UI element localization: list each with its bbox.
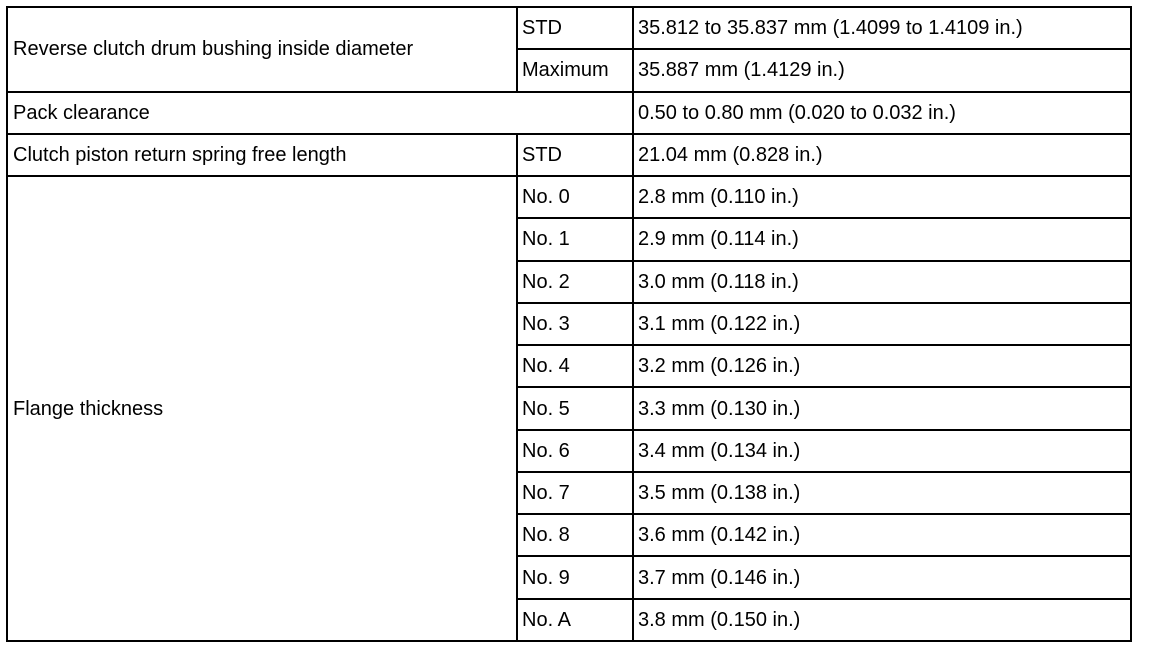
table-row [7,7,1131,49]
spec-value: 35.812 to 35.837 mm (1.4099 to 1.4109 in.) [633,7,1131,49]
sub-label: STD [517,134,633,176]
spec-value: 3.4 mm (0.134 in.) [633,430,1131,472]
spec-value: 2.8 mm (0.110 in.) [633,176,1131,218]
table-row [7,92,1131,134]
sub-label: STD [517,7,633,49]
item-pack-clearance: Pack clearance [7,92,633,134]
spec-value: 3.2 mm (0.126 in.) [633,345,1131,387]
item-flange-thickness: Flange thickness [7,176,517,641]
sub-label: No. 7 [517,472,633,514]
sub-label: No. A [517,599,633,641]
sub-label: No. 3 [517,303,633,345]
spec-value: 3.3 mm (0.130 in.) [633,387,1131,429]
sub-label: No. 0 [517,176,633,218]
item-clutch-piston-return-spring: Clutch piston return spring free length [7,134,517,176]
sub-label: Maximum [517,49,633,91]
sub-label: No. 9 [517,556,633,598]
spec-value: 2.9 mm (0.114 in.) [633,218,1131,260]
table-row [7,176,1131,218]
sub-label: No. 1 [517,218,633,260]
specification-table [6,6,1132,642]
spec-value: 3.1 mm (0.122 in.) [633,303,1131,345]
spec-value: 3.7 mm (0.146 in.) [633,556,1131,598]
sub-label: No. 8 [517,514,633,556]
spec-value: 35.887 mm (1.4129 in.) [633,49,1131,91]
sub-label: No. 2 [517,261,633,303]
sub-label: No. 5 [517,387,633,429]
item-reverse-clutch-drum-bushing: Reverse clutch drum bushing inside diameter [7,7,517,92]
sub-label: No. 6 [517,430,633,472]
spec-value: 21.04 mm (0.828 in.) [633,134,1131,176]
spec-value: 3.8 mm (0.150 in.) [633,599,1131,641]
sub-label: No. 4 [517,345,633,387]
spec-value: 3.6 mm (0.142 in.) [633,514,1131,556]
spec-value: 0.50 to 0.80 mm (0.020 to 0.032 in.) [633,92,1131,134]
spec-value: 3.0 mm (0.118 in.) [633,261,1131,303]
table-row [7,134,1131,176]
spec-value: 3.5 mm (0.138 in.) [633,472,1131,514]
